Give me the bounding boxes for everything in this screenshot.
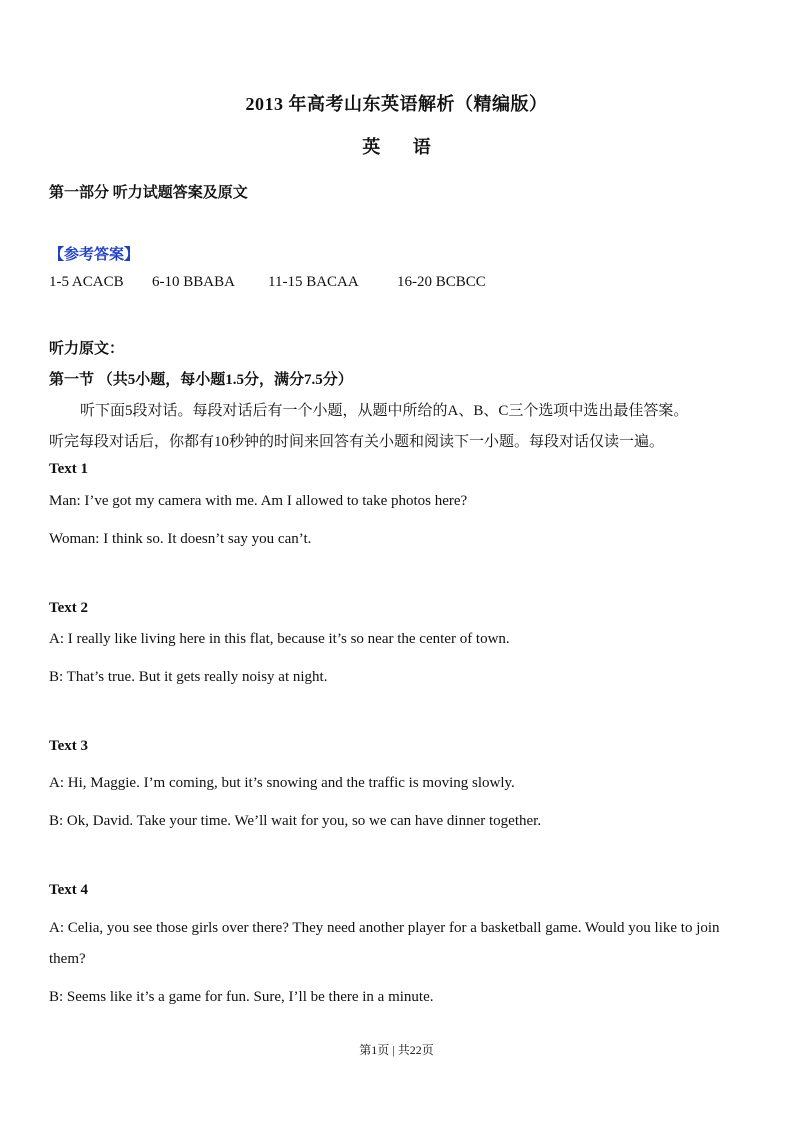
- section1-heading: 第一节 （共5小题，每小题1.5分，满分7.5分）: [49, 372, 353, 388]
- answer-group-2: 6-10 BBABA: [152, 274, 235, 290]
- document-title: 2013 年高考山东英语解析（精编版）: [245, 94, 548, 114]
- answer-group-3: 11-15 BACAA: [268, 274, 359, 290]
- part1-heading: 第一部分 听力试题答案及原文: [49, 185, 248, 201]
- page-footer: 第1页 | 共22页: [359, 1043, 434, 1057]
- answer-label: 【参考答案】: [49, 247, 140, 263]
- answer-group-4: 16-20 BCBCC: [397, 274, 486, 290]
- text-4-line-2: B: Seems like it’s a game for fun. Sure, I’ll be there in a minute.: [49, 989, 434, 1005]
- text-3-line-1: A: Hi, Maggie. I’m coming, but it’s snowing and the traffic is moving slowly.: [49, 775, 515, 791]
- text-3-label: Text 3: [49, 738, 89, 754]
- instructions-line-2: 听完每段对话后，你都有10秒钟的时间来回答有关小题和阅读下一小题。每段对话仅读一遍。: [49, 434, 665, 450]
- text-4-label: Text 4: [49, 882, 89, 898]
- answer-group-1: 1-5 ACACB: [49, 274, 124, 290]
- document-subtitle: 英 语: [362, 137, 445, 157]
- text-2-label: Text 2: [49, 600, 89, 616]
- text-4-line-1: A: Celia, you see those girls over there? They need another player for a basketball game. Would you like to join them?: [49, 920, 720, 967]
- instructions-line-1: 听下面5段对话。每段对话后有一个小题，从题中所给的A、B、C三个选项中选出最佳答案。: [80, 403, 689, 419]
- text-1-label: Text 1: [49, 461, 89, 477]
- text-3-line-2: B: Ok, David. Take your time. We’ll wait for you, so we can have dinner together.: [49, 813, 542, 829]
- answer-key: [49, 274, 486, 291]
- text-1-line-1: Man: I’ve got my camera with me. Am I allowed to take photos here?: [49, 493, 468, 509]
- text-2-line-1: A: I really like living here in this flat, because it’s so near the center of town.: [49, 631, 510, 647]
- text-2-line-2: B: That’s true. But it gets really noisy at night.: [49, 669, 328, 685]
- text-1-line-2: Woman: I think so. It doesn’t say you can’t.: [49, 531, 312, 547]
- transcript-label: 听力原文：: [49, 341, 125, 357]
